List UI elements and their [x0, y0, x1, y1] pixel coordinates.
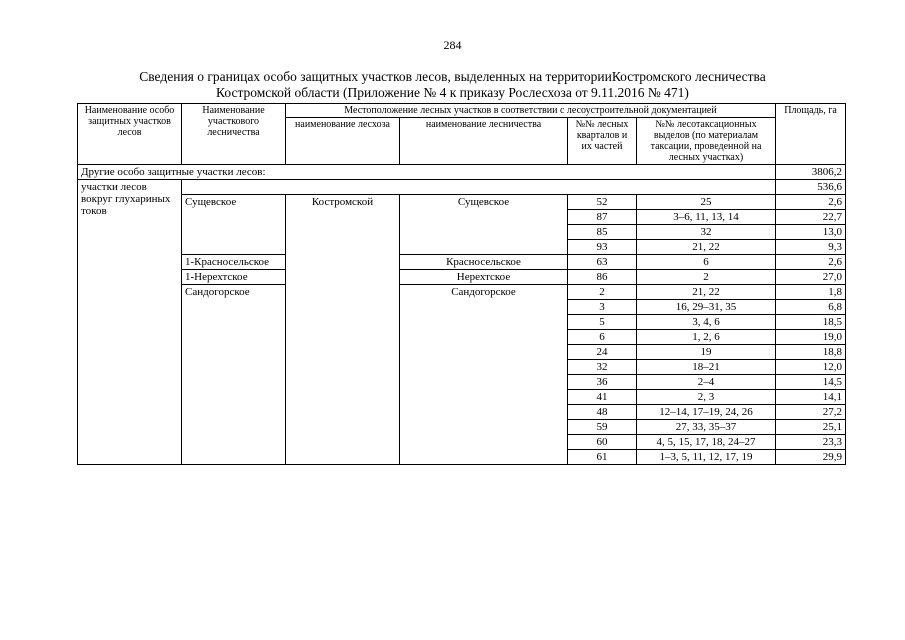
- header-osobo: Наименование особо защитных участков лесов: [78, 104, 182, 165]
- total-row: [78, 165, 846, 180]
- kvartal-cell: 85: [568, 225, 637, 240]
- header-lesnichestvo: наименование лесничества: [400, 118, 568, 165]
- kvartal-cell: 61: [568, 450, 637, 465]
- kvartal-cell: 24: [568, 345, 637, 360]
- vydel-cell: 21, 22: [637, 285, 776, 300]
- leshoz-cell: Костромской: [286, 195, 400, 465]
- kvartal-cell: 86: [568, 270, 637, 285]
- area-cell: 6,8: [776, 300, 846, 315]
- area-cell: 2,6: [776, 255, 846, 270]
- lesnichestvo-cell: Сущевское: [400, 195, 568, 255]
- kvartal-cell: 32: [568, 360, 637, 375]
- header-area: Площадь, га: [776, 104, 846, 165]
- vydel-cell: 25: [637, 195, 776, 210]
- header-uchastkovoe: Наименование участкового лесничества: [182, 104, 286, 165]
- area-cell: 2,6: [776, 195, 846, 210]
- area-cell: 29,9: [776, 450, 846, 465]
- title-line-1: Сведения о границах особо защитных участков лесов, выделенных на территорииКостромского лесничества: [139, 69, 766, 84]
- uchastkovoe-cell: 1-Красносельское: [182, 255, 286, 270]
- kvartal-cell: 41: [568, 390, 637, 405]
- group-area: 536,6: [776, 180, 846, 195]
- area-cell: 18,5: [776, 315, 846, 330]
- vydel-cell: 21, 22: [637, 240, 776, 255]
- kvartal-cell: 87: [568, 210, 637, 225]
- kvartal-cell: 48: [568, 405, 637, 420]
- vydel-cell: 16, 29–31, 35: [637, 300, 776, 315]
- total-label: Другие особо защитные участки лесов:: [78, 165, 400, 180]
- kvartal-cell: 2: [568, 285, 637, 300]
- kvartal-cell: 3: [568, 300, 637, 315]
- table-row: [78, 270, 846, 285]
- vydel-cell: 19: [637, 345, 776, 360]
- area-cell: 13,0: [776, 225, 846, 240]
- area-cell: 12,0: [776, 360, 846, 375]
- lesnichestvo-cell: Сандогорское: [400, 285, 568, 465]
- table-row: [78, 255, 846, 270]
- vydel-cell: 2: [637, 270, 776, 285]
- vydel-cell: 32: [637, 225, 776, 240]
- page-number: 284: [443, 38, 462, 52]
- vydel-cell: 4, 5, 15, 17, 18, 24–27: [637, 435, 776, 450]
- kvartal-cell: 59: [568, 420, 637, 435]
- vydel-cell: 27, 33, 35–37: [637, 420, 776, 435]
- uchastkovoe-cell: Сущевское: [182, 195, 286, 255]
- vydel-cell: 1–3, 5, 11, 12, 17, 19: [637, 450, 776, 465]
- title-line-2: Костромской области (Приложение № 4 к приказу Рослесхоза от 9.11.2016 № 471): [216, 85, 689, 100]
- table-row: [78, 195, 846, 210]
- kvartal-cell: 6: [568, 330, 637, 345]
- kvartal-cell: 63: [568, 255, 637, 270]
- area-cell: 25,1: [776, 420, 846, 435]
- vydel-cell: 2, 3: [637, 390, 776, 405]
- lesnichestvo-cell: Красносельское: [400, 255, 568, 270]
- kvartal-cell: 60: [568, 435, 637, 450]
- vydel-cell: 6: [637, 255, 776, 270]
- header-leshoz: наименование лесхоза: [286, 118, 400, 165]
- area-cell: 23,3: [776, 435, 846, 450]
- area-cell: 27,0: [776, 270, 846, 285]
- area-cell: 14,5: [776, 375, 846, 390]
- uchastkovoe-cell: 1-Нерехтское: [182, 270, 286, 285]
- area-cell: 22,7: [776, 210, 846, 225]
- vydel-cell: 1, 2, 6: [637, 330, 776, 345]
- document-title: [0, 69, 905, 101]
- kvartal-cell: 5: [568, 315, 637, 330]
- lesnichestvo-cell: Нерехтское: [400, 270, 568, 285]
- area-cell: 19,0: [776, 330, 846, 345]
- vydel-cell: 3, 4, 6: [637, 315, 776, 330]
- area-cell: 14,1: [776, 390, 846, 405]
- group-label: участки лесов вокруг глухариных токов: [78, 180, 182, 465]
- vydel-cell: 12–14, 17–19, 24, 26: [637, 405, 776, 420]
- kvartal-cell: 52: [568, 195, 637, 210]
- area-cell: 1,8: [776, 285, 846, 300]
- table-row: [78, 285, 846, 300]
- header-location-group: Местоположение лесных участков в соответствии с лесоустроительной документацией: [286, 104, 776, 118]
- uchastkovoe-cell: Сандогорское: [182, 285, 286, 465]
- forest-areas-table: [77, 103, 846, 465]
- vydel-cell: 3–6, 11, 13, 14: [637, 210, 776, 225]
- vydel-cell: 18–21: [637, 360, 776, 375]
- total-area: 3806,2: [776, 165, 846, 180]
- vydel-cell: 2–4: [637, 375, 776, 390]
- area-cell: 27,2: [776, 405, 846, 420]
- kvartal-cell: 36: [568, 375, 637, 390]
- group-row: [78, 180, 846, 195]
- area-cell: 18,8: [776, 345, 846, 360]
- header-row: [78, 104, 846, 118]
- kvartal-cell: 93: [568, 240, 637, 255]
- header-kvartal: №№ лесных кварталов и их частей: [568, 118, 637, 165]
- header-vydel: №№ лесотаксационных выделов (по материалам таксации, проведенной на лесных участках): [637, 118, 776, 165]
- area-cell: 9,3: [776, 240, 846, 255]
